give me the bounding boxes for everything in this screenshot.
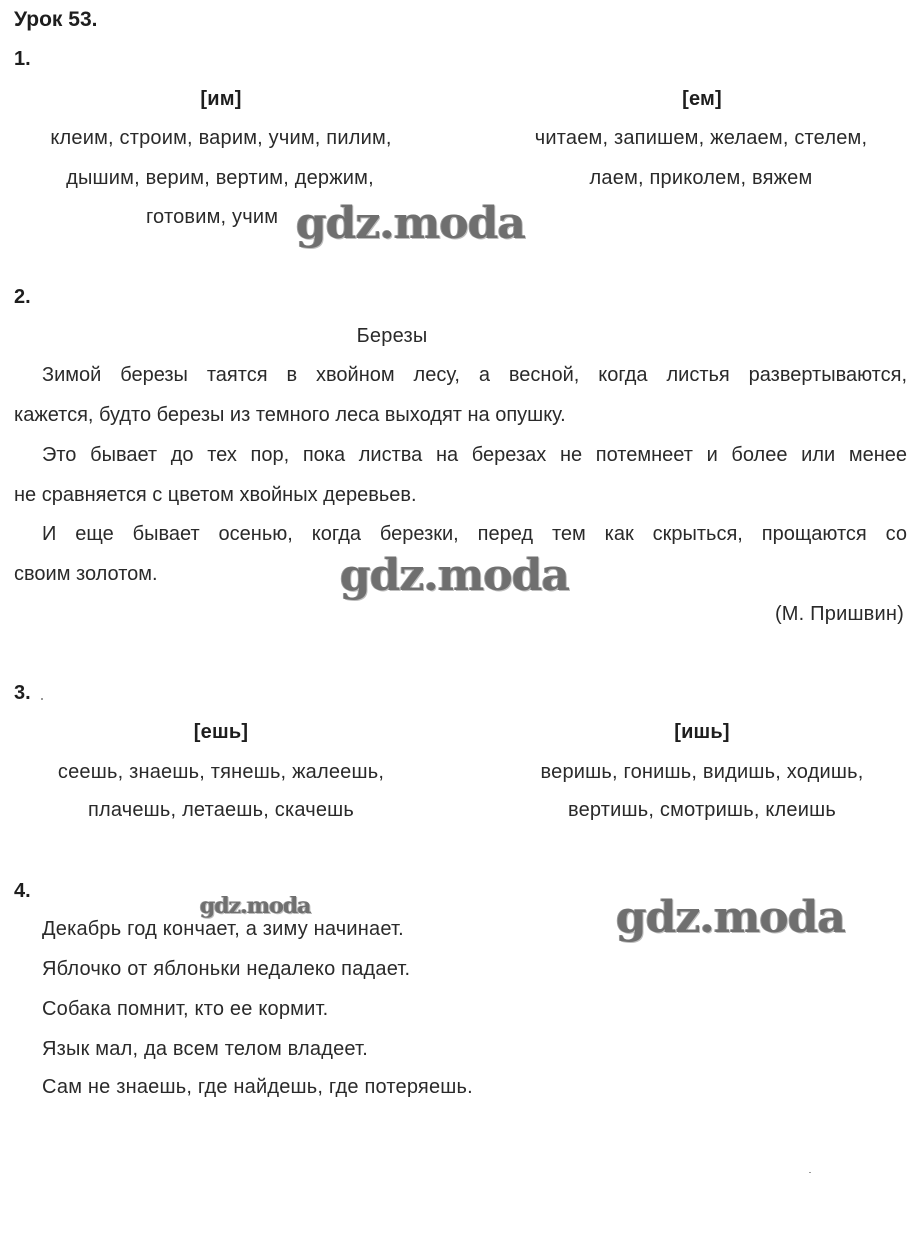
task1-right-header: [ем]	[682, 88, 722, 110]
stray-dot	[809, 1172, 811, 1173]
paragraph-2-line-2: не сравняется с цветом хвойных деревьев.	[14, 484, 417, 506]
task3-right-line-2: вертишь, смотришь, клеишь	[568, 799, 836, 821]
task1-left-line-2: дышим, верим, вертим, держим,	[66, 167, 374, 189]
paragraph-2-line-1: Это бывает до тех пор, пока листва на березах не потемнеет и более или менее	[42, 444, 907, 466]
author-attribution: (М. Пришвин)	[774, 603, 904, 625]
paragraph-3-line-1: И еще бывает осенью, когда березки, перед тем как скрыться, прощаются со	[42, 523, 907, 545]
proverb-2: Яблочко от яблоньки недалеко падает.	[42, 958, 411, 980]
paragraph-1	[14, 355, 907, 435]
paragraph-3-line-2: своим золотом.	[14, 563, 158, 585]
task1-left-header: [им]	[200, 88, 242, 110]
watermark-logo: gdz.moda	[616, 892, 846, 943]
task3-right-header: [ишь]	[674, 721, 730, 743]
task2-title: Березы	[356, 325, 428, 347]
proverb-5: Сам не знаешь, где найдешь, где потеряешь.	[42, 1076, 473, 1098]
task3-number: 3.	[14, 682, 31, 704]
stray-dot	[41, 698, 43, 700]
watermark-logo: gdz.moda	[200, 893, 311, 919]
proverb-1: Декабрь год кончает, а зиму начинает.	[42, 918, 404, 940]
lesson-title: Урок 53.	[14, 8, 98, 31]
watermark-logo: gdz.moda	[340, 550, 570, 601]
paragraph-1-line-1: Зимой березы таятся в хвойном лесу, а весной, когда листья развертываются,	[42, 364, 907, 386]
task1-left-line-3: готовим, учим	[146, 206, 279, 228]
proverb-4: Язык мал, да всем телом владеет.	[42, 1038, 368, 1060]
task4-number: 4.	[14, 880, 31, 902]
task3-right-line-1: веришь, гонишь, видишь, ходишь,	[540, 761, 864, 783]
task1-right-line-2: лаем, приколем, вяжем	[589, 167, 813, 189]
paragraph-1-line-2: кажется, будто березы из темного леса выходят на опушку.	[14, 404, 566, 426]
task2-number: 2.	[14, 286, 31, 308]
task1-right-line-1: читаем, запишем, желаем, стелем,	[534, 127, 868, 149]
task3-left-line-1: сеешь, знаешь, тянешь, жалеешь,	[57, 761, 385, 783]
task1-number: 1.	[14, 48, 31, 70]
task1-left-line-1: клеим, строим, варим, учим, пилим,	[50, 127, 392, 149]
task3-left-line-2: плачешь, летаешь, скачешь	[87, 799, 355, 821]
watermark-logo: gdz.moda	[296, 198, 526, 249]
proverb-3: Собака помнит, кто ее кормит.	[42, 998, 329, 1020]
task3-left-header: [ешь]	[193, 721, 249, 743]
paragraph-2	[14, 435, 907, 515]
